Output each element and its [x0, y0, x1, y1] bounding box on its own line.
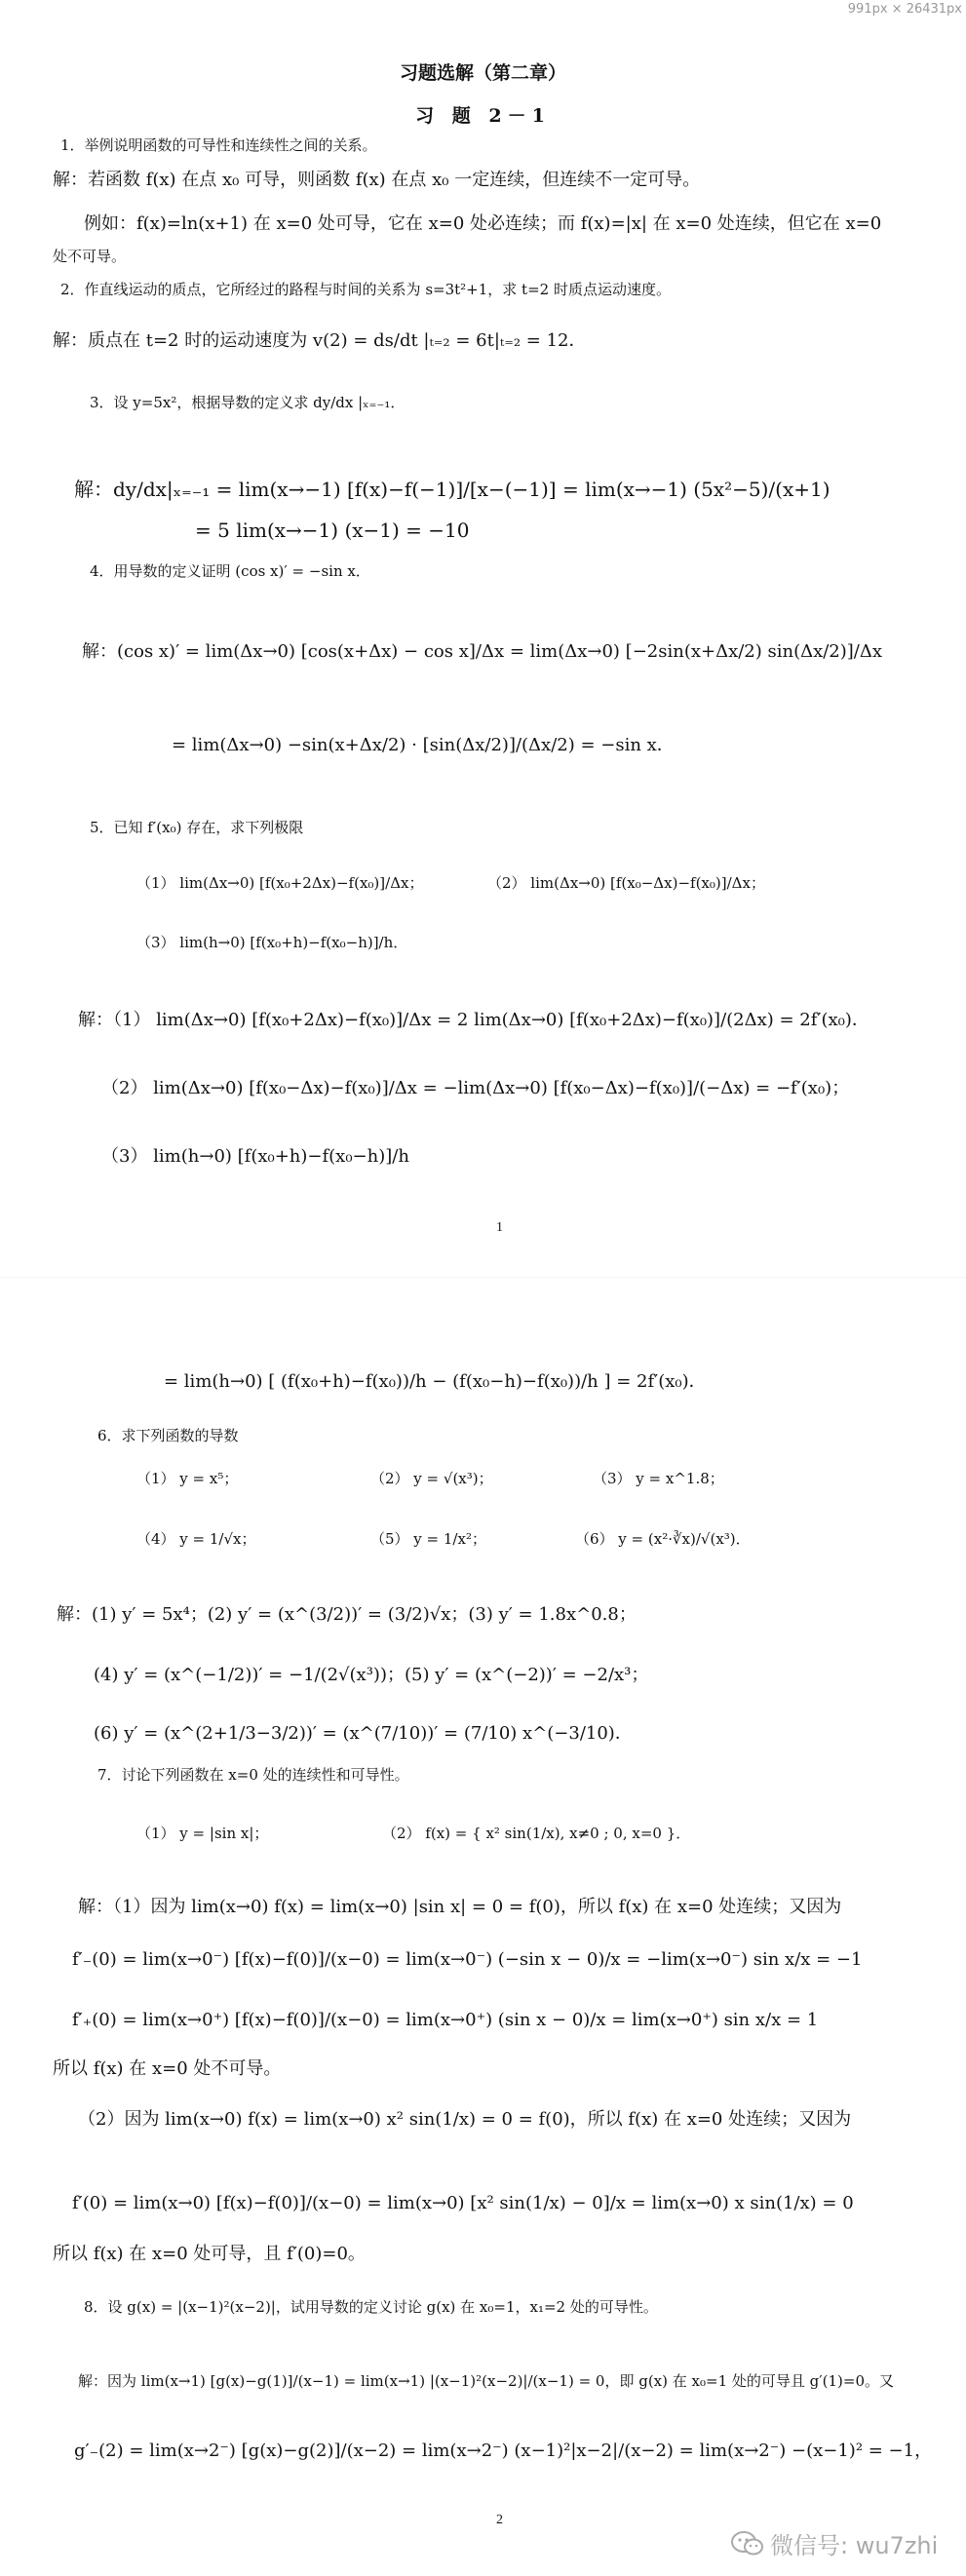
- problem-7-2: （2） f(x) = { x² sin(1/x), x≠0 ; 0, x=0 }．: [382, 1825, 691, 1842]
- page-divider: [0, 1277, 966, 1278]
- page-number: 2: [496, 2513, 503, 2527]
- page-number: 1: [496, 1220, 503, 1235]
- problem-6-4: （4） y = 1/√x；: [136, 1530, 256, 1548]
- solution-4-line2: = lim(Δx→0) −sin(x+Δx/2) · [sin(Δx/2)]/(Δx/2) = −sin x．: [172, 735, 675, 755]
- problem-6-2: （2） y = √(x³)；: [370, 1470, 493, 1487]
- solution-8-line2: g′₋(2) = lim(x→2⁻) [g(x)−g(2)]/(x−2) = lim(x→2⁻) (x−1)²|x−2|/(x−2) = lim(x→2⁻) −(x−1)² = −1，: [74, 2441, 933, 2461]
- problem-1: 1．举例说明函数的可导性和连续性之间的关系。: [60, 136, 377, 154]
- solution-6-line2: (4) y′ = (x^(−1/2))′ = −1/(2√(x³))；(5) y′ = (x^(−2))′ = −2/x³；: [94, 1665, 649, 1685]
- solution-1-cont: 处不可导。: [53, 248, 127, 265]
- problem-6: 6．求下列函数的导数: [97, 1427, 239, 1444]
- solution-7-2-conclusion: 所以 f(x) 在 x=0 处可导，且 f′(0)=0。: [53, 2244, 366, 2264]
- solution-6-line3: (6) y′ = (x^(2+1/3−3/2))′ = (x^(7/10))′ = (7/10) x^(−3/10)．: [94, 1723, 633, 1744]
- problem-6-1: （1） y = x⁵；: [136, 1470, 239, 1487]
- solution-7-1-left: f′₋(0) = lim(x→0⁻) [f(x)−f(0)]/(x−0) = lim(x→0⁻) (−sin x − 0)/x = −lim(x→0⁻) sin x/x = −1: [72, 1949, 863, 1970]
- solution-5-3: （3） lim(h→0) [f(x₀+h)−f(x₀−h)]/h: [101, 1146, 409, 1167]
- problem-6-6: （6） y = (x²·∛x)/√(x³)．: [575, 1530, 751, 1548]
- solution-5-1: 解：（1） lim(Δx→0) [f(x₀+2Δx)−f(x₀)]/Δx = 2 lim(Δx→0) [f(x₀+2Δx)−f(x₀)]/(2Δx) = 2f′(x₀)．: [78, 1010, 869, 1030]
- solution-2: 解：质点在 t=2 时的运动速度为 v(2) = ds/dt |ₜ₌₂ = 6t|ₜ₌₂ = 12．: [53, 330, 587, 351]
- problem-8: 8．设 g(x) = |(x−1)²(x−2)|，试用导数的定义讨论 g(x) 在 x₀=1，x₁=2 处的可导性。: [84, 2298, 658, 2316]
- problem-7: 7．讨论下列函数在 x=0 处的连续性和可导性。: [97, 1766, 409, 1784]
- wechat-icon: [731, 2530, 764, 2557]
- problem-5-2: （2） lim(Δx→0) [f(x₀−Δx)−f(x₀)]/Δx；: [487, 874, 765, 892]
- solution-5-2: （2） lim(Δx→0) [f(x₀−Δx)−f(x₀)]/Δx = −lim(Δx→0) [f(x₀−Δx)−f(x₀)]/(−Δx) = −f′(x₀)；: [101, 1078, 850, 1098]
- solution-7-1-conclusion: 所以 f(x) 在 x=0 处不可导。: [53, 2058, 282, 2079]
- problem-5: 5．已知 f′(x₀) 存在，求下列极限: [90, 819, 304, 836]
- problem-5-1: （1） lim(Δx→0) [f(x₀+2Δx)−f(x₀)]/Δx；: [136, 874, 424, 892]
- problem-6-5: （5） y = 1/x²；: [370, 1530, 486, 1548]
- problem-6-3: （3） y = x^1.8；: [593, 1470, 724, 1487]
- image-size-label: 991px × 26431px: [847, 2, 962, 17]
- solution-7-2-line1: （2）因为 lim(x→0) f(x) = lim(x→0) x² sin(1/x) = 0 = f(0)，所以 f(x) 在 x=0 处连续；又因为: [78, 2109, 852, 2130]
- solution-6-line1: 解：(1) y′ = 5x⁴；(2) y′ = (x^(3/2))′ = (3/2)√x；(3) y′ = 1.8x^0.8；: [57, 1604, 637, 1625]
- problem-4: 4．用导数的定义证明 (cos x)′ = −sin x．: [90, 562, 370, 580]
- solution-7-1-right: f′₊(0) = lim(x→0⁺) [f(x)−f(0)]/(x−0) = lim(x→0⁺) (sin x − 0)/x = lim(x→0⁺) sin x/x = 1: [72, 2010, 819, 2030]
- problem-3: 3．设 y=5x²，根据导数的定义求 dy/dx |ₓ₌₋₁．: [90, 394, 406, 411]
- solution-8-line1: 解：因为 lim(x→1) [g(x)−g(1)]/(x−1) = lim(x→1) |(x−1)²(x−2)|/(x−1) = 0，即 g(x) 在 x₀=1 处的可导且 g′(1)=0。又: [78, 2372, 895, 2390]
- solution-3-line2: = 5 lim(x→−1) (x−1) = −10: [195, 519, 470, 542]
- watermark: [731, 2526, 938, 2560]
- watermark-text: 微信号: wu7zhi: [770, 2532, 939, 2559]
- problem-5-3: （3） lim(h→0) [f(x₀+h)−f(x₀−h)]/h．: [136, 934, 408, 951]
- solution-7-1-line1: 解：（1）因为 lim(x→0) f(x) = lim(x→0) |sin x| = 0 = f(0)，所以 f(x) 在 x=0 处连续；又因为: [78, 1897, 842, 1917]
- solution-4-line1: 解：(cos x)′ = lim(Δx→0) [cos(x+Δx) − cos x]/Δx = lim(Δx→0) [−2sin(x+Δx/2) sin(Δx/2)]/Δx: [82, 641, 883, 662]
- problem-2: 2．作直线运动的质点，它所经过的路程与时间的关系为 s=3t²+1，求 t=2 时质点运动速度。: [60, 281, 671, 298]
- page-title: 习题选解（第二章）: [399, 62, 566, 84]
- solution-5-3-cont: = lim(h→0) [ (f(x₀+h)−f(x₀))/h − (f(x₀−h)−f(x₀))/h ] = 2f′(x₀)．: [164, 1371, 707, 1392]
- solution-3-line1: 解：dy/dx|ₓ₌₋₁ = lim(x→−1) [f(x)−f(−1)]/[x−(−1)] = lim(x→−1) (5x²−5)/(x+1): [74, 478, 831, 501]
- page-subtitle: 习 题 2－1: [415, 105, 551, 127]
- solution-1: 解：若函数 f(x) 在点 x₀ 可导，则函数 f(x) 在点 x₀ 一定连续，但连续不一定可导。: [53, 170, 701, 190]
- problem-7-1: （1） y = |sin x|；: [136, 1825, 269, 1842]
- solution-7-2-line2: f′(0) = lim(x→0) [f(x)−f(0)]/(x−0) = lim(x→0) [x² sin(1/x) − 0]/x = lim(x→0) x sin(1/x) = 0: [72, 2193, 854, 2213]
- solution-1-example: 例如：f(x)=ln(x+1) 在 x=0 处可导，它在 x=0 处必连续；而 f(x)=|x| 在 x=0 处连续，但它在 x=0: [84, 213, 882, 234]
